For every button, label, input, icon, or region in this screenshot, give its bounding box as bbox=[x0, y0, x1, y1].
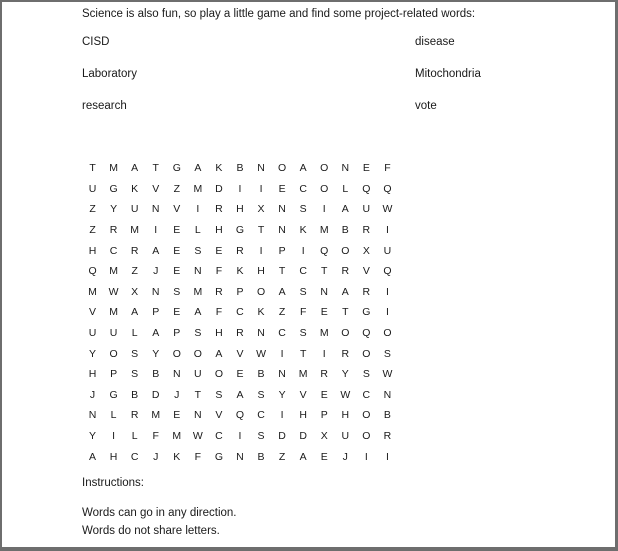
grid-cell[interactable]: E bbox=[173, 306, 181, 319]
grid-cell[interactable]: N bbox=[151, 285, 160, 298]
grid-cell[interactable]: G bbox=[214, 450, 223, 463]
grid-cell[interactable]: G bbox=[109, 182, 118, 195]
grid-cell[interactable]: E bbox=[320, 450, 328, 463]
grid-cell[interactable]: H bbox=[257, 265, 265, 278]
grid-cell[interactable]: Z bbox=[131, 265, 138, 278]
grid-cell[interactable]: M bbox=[88, 285, 97, 298]
grid-cell[interactable]: F bbox=[215, 306, 223, 319]
grid-cell[interactable]: I bbox=[280, 409, 284, 422]
grid-cell[interactable]: I bbox=[385, 224, 389, 237]
grid-cell[interactable]: U bbox=[88, 182, 97, 195]
grid-cell[interactable]: A bbox=[278, 285, 286, 298]
grid-cell[interactable]: Y bbox=[89, 430, 97, 443]
grid-cell[interactable]: P bbox=[152, 306, 160, 319]
grid-cell[interactable]: O bbox=[320, 182, 329, 195]
grid-cell[interactable]: U bbox=[130, 203, 139, 216]
grid-cell[interactable]: G bbox=[235, 224, 245, 237]
grid-cell[interactable]: S bbox=[299, 327, 307, 340]
grid-cell[interactable]: I bbox=[154, 224, 158, 237]
grid-cell[interactable]: D bbox=[278, 430, 286, 443]
grid-cell[interactable]: G bbox=[109, 388, 118, 401]
grid-cell[interactable]: J bbox=[174, 388, 180, 401]
instruction-line: Words can go in any direction. bbox=[82, 507, 237, 519]
grid-cell[interactable]: N bbox=[151, 203, 160, 216]
grid-cell[interactable]: N bbox=[320, 285, 329, 298]
grid-cell[interactable]: T bbox=[321, 265, 328, 278]
grid-cell[interactable]: R bbox=[109, 224, 118, 237]
grid-cell[interactable]: C bbox=[299, 182, 307, 195]
grid-cell[interactable]: M bbox=[319, 327, 329, 340]
grid-cell[interactable]: U bbox=[341, 430, 350, 443]
grid-cell[interactable]: V bbox=[89, 306, 97, 319]
grid-cell[interactable]: E bbox=[236, 368, 244, 381]
grid-cell[interactable]: E bbox=[320, 388, 328, 401]
grid-cell[interactable]: I bbox=[322, 347, 326, 360]
grid-cell[interactable]: A bbox=[299, 450, 307, 463]
grid-cell[interactable]: C bbox=[257, 409, 265, 422]
grid-cell[interactable]: M bbox=[109, 306, 118, 319]
grid-cell[interactable]: Q bbox=[235, 409, 245, 422]
grid-cell[interactable]: E bbox=[278, 182, 286, 195]
word-list-item: Laboratory bbox=[82, 68, 137, 80]
grid-cell[interactable]: A bbox=[152, 327, 160, 340]
grid-cell[interactable]: P bbox=[173, 327, 181, 340]
grid-cell[interactable]: V bbox=[152, 182, 160, 195]
grid-cell[interactable]: M bbox=[109, 162, 118, 175]
grid-cell[interactable]: B bbox=[257, 368, 265, 381]
grid-cell[interactable]: E bbox=[362, 162, 370, 175]
grid-cell[interactable]: M bbox=[193, 182, 203, 195]
grid-cell[interactable]: S bbox=[194, 327, 202, 340]
grid-cell[interactable]: X bbox=[320, 430, 328, 443]
grid-cell[interactable]: P bbox=[236, 285, 244, 298]
grid-cell[interactable]: B bbox=[152, 368, 160, 381]
grid-cell[interactable]: E bbox=[173, 244, 181, 257]
instruction-line: Words do not share letters. bbox=[82, 525, 220, 537]
grid-cell[interactable]: I bbox=[280, 347, 284, 360]
grid-cell[interactable]: H bbox=[341, 409, 350, 422]
grid-cell[interactable]: O bbox=[362, 347, 371, 360]
grid-cell[interactable]: A bbox=[236, 388, 244, 401]
grid-cell[interactable]: S bbox=[194, 244, 202, 257]
grid-cell[interactable]: N bbox=[88, 409, 97, 422]
grid-cell[interactable]: Y bbox=[341, 368, 349, 381]
grid-cell[interactable]: A bbox=[194, 306, 202, 319]
grid-cell[interactable]: M bbox=[193, 285, 203, 298]
grid-cell[interactable]: Z bbox=[89, 224, 96, 237]
grid-cell[interactable]: N bbox=[236, 450, 244, 463]
grid-cell[interactable]: A bbox=[299, 162, 307, 175]
grid-cell[interactable]: K bbox=[215, 162, 223, 175]
instructions-heading: Instructions: bbox=[82, 477, 144, 489]
grid-cell[interactable]: Y bbox=[110, 203, 118, 216]
word-list-item: disease bbox=[415, 36, 455, 48]
grid-cell[interactable]: A bbox=[89, 450, 97, 463]
grid-cell[interactable]: C bbox=[215, 430, 223, 443]
grid-cell[interactable]: L bbox=[131, 430, 138, 443]
grid-cell[interactable]: I bbox=[322, 203, 326, 216]
grid-cell[interactable]: D bbox=[151, 388, 160, 401]
grid-cell[interactable]: Z bbox=[278, 450, 286, 463]
grid-cell[interactable]: I bbox=[238, 182, 242, 195]
grid-cell[interactable]: Q bbox=[362, 182, 371, 195]
grid-cell[interactable]: E bbox=[173, 265, 181, 278]
grid-cell[interactable]: S bbox=[257, 430, 265, 443]
grid-cell[interactable]: R bbox=[236, 327, 244, 340]
grid-cell[interactable]: N bbox=[278, 203, 286, 216]
grid-cell[interactable]: S bbox=[131, 347, 139, 360]
grid-cell[interactable]: D bbox=[215, 182, 223, 195]
grid-cell[interactable]: L bbox=[342, 182, 349, 195]
grid-cell[interactable]: D bbox=[299, 430, 307, 443]
page-title: Science is also fun, so play a little game and find some project-related words: bbox=[82, 8, 476, 20]
grid-cell[interactable]: N bbox=[257, 327, 265, 340]
grid-cell[interactable]: C bbox=[109, 244, 118, 257]
grid-cell[interactable]: G bbox=[362, 306, 371, 319]
grid-cell[interactable]: A bbox=[194, 162, 202, 175]
grid-cell[interactable]: I bbox=[385, 285, 389, 298]
grid-cell[interactable]: I bbox=[385, 450, 389, 463]
grid-cell[interactable]: B bbox=[131, 388, 139, 401]
grid-cell[interactable]: B bbox=[236, 162, 244, 175]
grid-cell[interactable]: L bbox=[194, 224, 201, 237]
grid-cell[interactable]: K bbox=[236, 265, 244, 278]
grid-cell[interactable]: H bbox=[215, 224, 223, 237]
grid-cell[interactable]: M bbox=[130, 224, 140, 237]
grid-cell[interactable]: R bbox=[215, 285, 223, 298]
grid-cell[interactable]: U bbox=[109, 327, 118, 340]
grid-cell[interactable]: C bbox=[236, 306, 244, 319]
grid-cell[interactable]: O bbox=[383, 327, 392, 340]
grid-cell[interactable]: M bbox=[319, 224, 329, 237]
grid-cell[interactable]: O bbox=[362, 409, 371, 422]
grid-cell[interactable]: I bbox=[196, 203, 200, 216]
grid-cell[interactable]: A bbox=[131, 306, 139, 319]
grid-cell[interactable]: E bbox=[320, 306, 328, 319]
grid-cell[interactable]: H bbox=[109, 450, 118, 463]
grid-cell[interactable]: V bbox=[215, 409, 223, 422]
grid-cell[interactable]: V bbox=[362, 265, 370, 278]
grid-cell[interactable]: M bbox=[298, 368, 308, 381]
grid-cell[interactable]: T bbox=[89, 162, 96, 175]
grid-cell[interactable]: Q bbox=[383, 182, 392, 195]
grid-cell[interactable]: R bbox=[215, 203, 223, 216]
grid-cell[interactable]: O bbox=[341, 244, 350, 257]
grid-cell[interactable]: A bbox=[341, 203, 349, 216]
grid-cell[interactable]: I bbox=[259, 182, 263, 195]
grid-cell[interactable]: X bbox=[257, 203, 265, 216]
grid-cell[interactable]: C bbox=[278, 327, 286, 340]
grid-cell[interactable]: N bbox=[257, 162, 265, 175]
grid-cell[interactable]: T bbox=[342, 306, 349, 319]
grid-cell[interactable]: A bbox=[131, 162, 139, 175]
grid-cell[interactable]: B bbox=[383, 409, 391, 422]
grid-cell[interactable]: H bbox=[88, 244, 97, 257]
grid-cell[interactable]: W bbox=[340, 388, 351, 401]
grid-cell[interactable]: A bbox=[152, 244, 160, 257]
grid-cell[interactable]: X bbox=[362, 244, 370, 257]
grid-cell[interactable]: V bbox=[236, 347, 244, 360]
grid-cell[interactable]: N bbox=[172, 368, 181, 381]
grid-cell[interactable]: Z bbox=[89, 203, 96, 216]
grid-cell[interactable]: P bbox=[110, 368, 118, 381]
grid-cell[interactable]: T bbox=[299, 347, 307, 360]
grid-cell[interactable]: R bbox=[130, 244, 139, 257]
grid-cell[interactable]: F bbox=[299, 306, 307, 319]
grid-cell[interactable]: P bbox=[278, 244, 286, 257]
grid-cell[interactable]: Q bbox=[320, 244, 329, 257]
grid-cell[interactable]: K bbox=[173, 450, 181, 463]
grid-cell[interactable]: T bbox=[278, 265, 286, 278]
grid-cell[interactable]: S bbox=[299, 203, 307, 216]
grid-cell[interactable]: R bbox=[362, 285, 371, 298]
grid-cell[interactable]: V bbox=[173, 203, 181, 216]
grid-cell[interactable]: J bbox=[342, 450, 348, 463]
grid-cell[interactable]: P bbox=[320, 409, 328, 422]
grid-cell[interactable]: T bbox=[194, 388, 202, 401]
grid-cell[interactable]: J bbox=[89, 388, 96, 401]
grid-cell[interactable]: Y bbox=[278, 388, 286, 401]
grid-cell[interactable]: F bbox=[384, 162, 391, 175]
grid-cell[interactable]: I bbox=[259, 244, 263, 257]
grid-cell[interactable]: O bbox=[341, 327, 350, 340]
grid-cell[interactable]: R bbox=[320, 368, 329, 381]
grid-cell[interactable]: I bbox=[112, 430, 116, 443]
word-list-item: vote bbox=[415, 100, 437, 112]
grid-cell[interactable]: T bbox=[257, 224, 265, 237]
grid-cell[interactable]: R bbox=[236, 244, 244, 257]
grid-cell[interactable]: S bbox=[215, 388, 223, 401]
word-search-grid[interactable] bbox=[82, 158, 398, 467]
grid-cell[interactable]: R bbox=[383, 430, 392, 443]
grid-cell[interactable]: U bbox=[194, 368, 202, 381]
grid-cell[interactable]: I bbox=[301, 244, 305, 257]
grid-cell[interactable]: Q bbox=[362, 327, 371, 340]
grid-cell[interactable]: F bbox=[194, 450, 202, 463]
grid-cell[interactable]: X bbox=[131, 285, 139, 298]
grid-cell[interactable]: O bbox=[256, 285, 266, 298]
grid-cell[interactable]: E bbox=[173, 224, 181, 237]
grid-cell[interactable]: A bbox=[341, 285, 349, 298]
word-list-item: CISD bbox=[82, 36, 110, 48]
grid-cell[interactable]: Y bbox=[152, 347, 160, 360]
grid-cell[interactable]: W bbox=[256, 347, 266, 360]
grid-cell[interactable]: N bbox=[383, 388, 392, 401]
grid-cell[interactable]: G bbox=[172, 162, 181, 175]
grid-cell[interactable]: J bbox=[153, 265, 159, 278]
grid-cell[interactable]: M bbox=[151, 409, 161, 422]
grid-cell[interactable]: F bbox=[215, 265, 223, 278]
grid-cell[interactable]: S bbox=[131, 368, 139, 381]
grid-cell[interactable]: N bbox=[341, 162, 350, 175]
grid-cell[interactable]: R bbox=[341, 347, 350, 360]
grid-cell[interactable]: I bbox=[238, 430, 242, 443]
grid-cell[interactable]: E bbox=[173, 409, 181, 422]
grid-cell[interactable]: O bbox=[109, 347, 118, 360]
grid-cell[interactable]: L bbox=[131, 327, 138, 340]
grid-cell[interactable]: O bbox=[172, 347, 181, 360]
grid-cell[interactable]: L bbox=[110, 409, 117, 422]
grid-cell[interactable]: N bbox=[278, 368, 286, 381]
grid-cell[interactable]: J bbox=[153, 450, 159, 463]
grid-cell[interactable]: H bbox=[299, 409, 307, 422]
grid-cell[interactable]: C bbox=[362, 388, 371, 401]
grid-cell[interactable]: O bbox=[278, 162, 287, 175]
grid-cell[interactable]: R bbox=[341, 265, 350, 278]
word-list-item: research bbox=[82, 100, 127, 112]
grid-cell[interactable]: I bbox=[385, 306, 389, 319]
grid-cell[interactable]: S bbox=[257, 388, 265, 401]
grid-cell[interactable]: W bbox=[382, 368, 393, 381]
grid-cell[interactable]: H bbox=[215, 327, 223, 340]
grid-cell[interactable]: Z bbox=[278, 306, 286, 319]
grid-cell[interactable]: Q bbox=[383, 265, 392, 278]
grid-cell[interactable]: K bbox=[299, 224, 307, 237]
grid-cell[interactable]: E bbox=[215, 244, 223, 257]
grid-cell[interactable]: N bbox=[278, 224, 286, 237]
word-list-item: Mitochondria bbox=[415, 68, 481, 80]
grid-cell[interactable]: H bbox=[236, 203, 244, 216]
grid-cell[interactable]: C bbox=[299, 265, 307, 278]
grid-cell[interactable]: W bbox=[382, 203, 393, 216]
grid-cell[interactable]: B bbox=[257, 450, 265, 463]
grid-cell[interactable]: B bbox=[341, 224, 349, 237]
grid-cell[interactable]: S bbox=[173, 285, 181, 298]
grid-cell[interactable]: Z bbox=[173, 182, 180, 195]
grid-cell[interactable]: F bbox=[152, 430, 159, 443]
grid-cell[interactable]: U bbox=[88, 327, 97, 340]
grid-cell[interactable]: V bbox=[299, 388, 307, 401]
grid-cell[interactable]: N bbox=[194, 265, 202, 278]
grid-cell[interactable]: R bbox=[130, 409, 139, 422]
grid-cell[interactable]: S bbox=[299, 285, 307, 298]
grid-cell[interactable]: K bbox=[257, 306, 265, 319]
grid-cell[interactable]: O bbox=[320, 162, 329, 175]
grid-cell[interactable]: A bbox=[215, 347, 223, 360]
grid-cell[interactable]: S bbox=[383, 347, 391, 360]
grid-cell[interactable]: W bbox=[108, 285, 119, 298]
grid-cell[interactable]: W bbox=[192, 430, 203, 443]
grid-cell[interactable]: R bbox=[362, 224, 371, 237]
grid-cell[interactable]: K bbox=[131, 182, 139, 195]
grid-cell[interactable]: Y bbox=[89, 347, 97, 360]
grid-cell[interactable]: H bbox=[88, 368, 97, 381]
grid-cell[interactable]: M bbox=[172, 430, 182, 443]
grid-cell[interactable]: O bbox=[362, 430, 371, 443]
grid-cell[interactable]: T bbox=[152, 162, 159, 175]
grid-cell[interactable]: O bbox=[193, 347, 202, 360]
grid-cell[interactable]: U bbox=[362, 203, 371, 216]
grid-cell[interactable]: Q bbox=[88, 265, 97, 278]
grid-cell[interactable]: U bbox=[383, 244, 392, 257]
grid-cell[interactable]: S bbox=[362, 368, 370, 381]
grid-cell[interactable]: N bbox=[194, 409, 202, 422]
grid-cell[interactable]: I bbox=[364, 450, 368, 463]
grid-cell[interactable]: C bbox=[130, 450, 139, 463]
grid-cell[interactable]: M bbox=[109, 265, 118, 278]
grid-cell[interactable]: O bbox=[214, 368, 223, 381]
